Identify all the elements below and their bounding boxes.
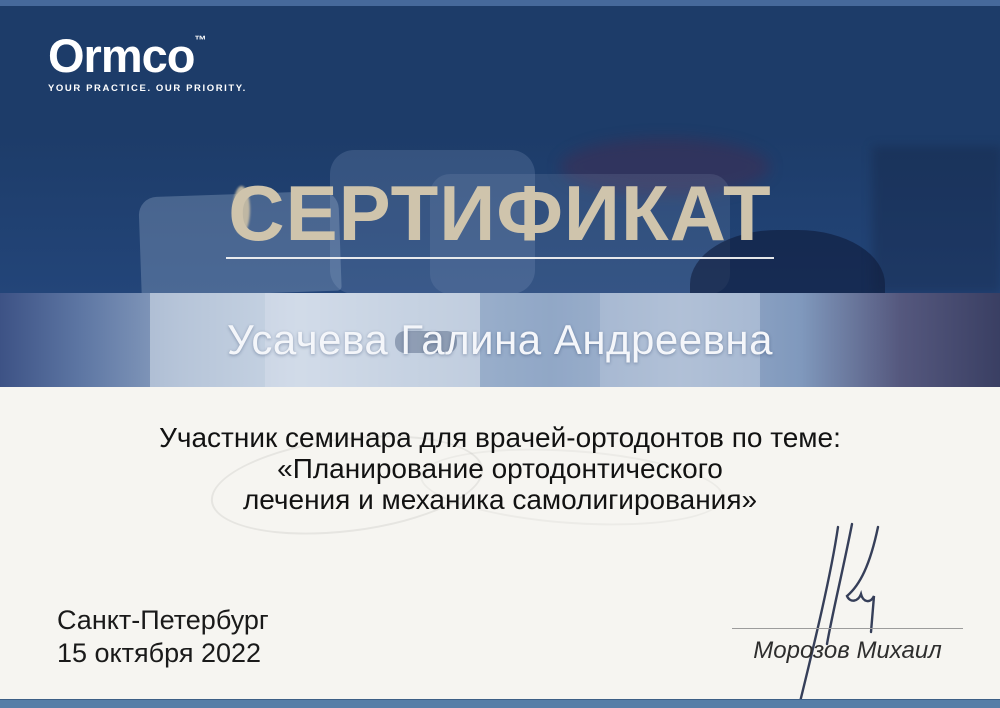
recipient-name-band bbox=[0, 293, 1000, 387]
scan-edge-bottom bbox=[0, 699, 1000, 708]
location-text: Санкт-Петербург bbox=[57, 605, 269, 635]
description-line: лечения и механика самолигирования» bbox=[242, 484, 758, 515]
certificate-title: СЕРТИФИКАТ bbox=[228, 169, 772, 257]
date-text: 15 октября 2022 bbox=[57, 638, 262, 668]
description-line: Участник семинара для врачей-ортодонтов по теме: bbox=[159, 422, 841, 453]
signature-line bbox=[732, 628, 963, 629]
brand-name-text: Ormco bbox=[48, 29, 195, 82]
brand-tagline: YOUR PRACTICE. OUR PRIORITY. bbox=[48, 82, 247, 94]
place-date-block bbox=[57, 604, 269, 670]
description-line: «Планирование ортодонтического bbox=[277, 453, 723, 484]
signature-icon bbox=[710, 505, 970, 705]
ormco-logo bbox=[48, 30, 247, 94]
recipient-name: Усачева Галина Андреевна bbox=[226, 316, 773, 363]
title-underline bbox=[226, 257, 774, 259]
signer-name: Морозов Михаил bbox=[753, 637, 942, 664]
certificate-header-band bbox=[0, 6, 1000, 293]
seminar-description bbox=[0, 422, 1000, 515]
brand-name bbox=[48, 30, 247, 82]
trademark-symbol: ™ bbox=[194, 33, 207, 47]
